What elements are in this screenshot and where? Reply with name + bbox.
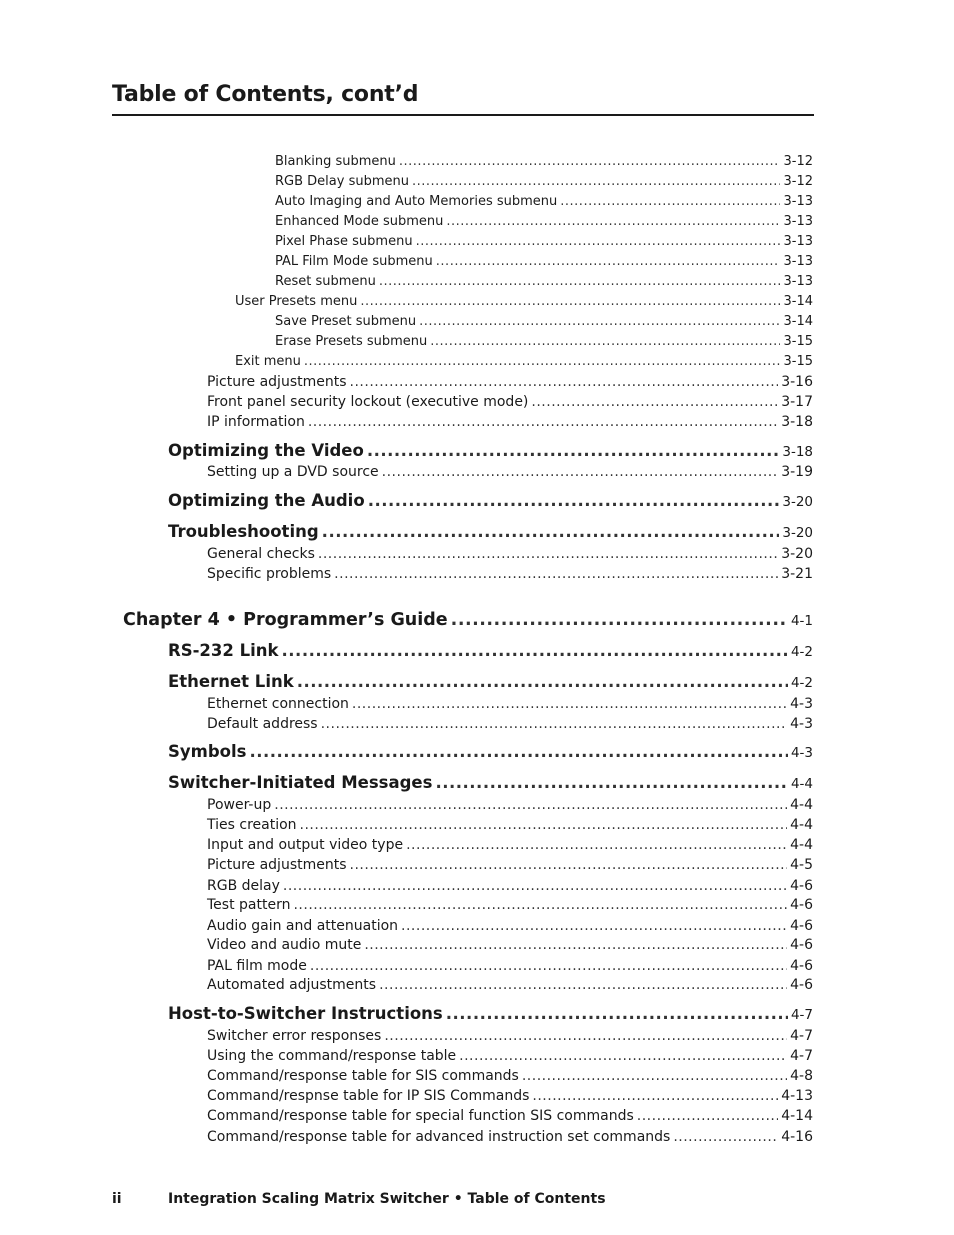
toc-entry[interactable] bbox=[207, 1129, 813, 1145]
dot-leader bbox=[249, 742, 787, 761]
toc-entry-title: Command/response table for special function SIS commands bbox=[207, 1108, 634, 1124]
toc-entry[interactable] bbox=[207, 878, 813, 894]
toc-entry-title: RGB delay bbox=[207, 878, 280, 894]
toc-entry-page: 3-13 bbox=[783, 254, 813, 269]
toc-entry[interactable] bbox=[207, 716, 813, 732]
toc-entry-page: 3-21 bbox=[781, 566, 813, 582]
toc-entry-page: 3-18 bbox=[782, 444, 813, 460]
toc-entry-page: 4-6 bbox=[790, 958, 813, 974]
toc-entry-title: IP information bbox=[207, 414, 305, 430]
toc-entry-page: 4-1 bbox=[790, 613, 813, 629]
toc-entry-title: PAL film mode bbox=[207, 958, 307, 974]
dot-leader bbox=[531, 394, 778, 410]
toc-entry-title: Pixel Phase submenu bbox=[275, 234, 413, 249]
toc-entry-page: 3-17 bbox=[781, 394, 813, 410]
toc-entry[interactable] bbox=[275, 194, 813, 209]
toc-entry-page: 3-20 bbox=[781, 546, 813, 562]
dot-leader bbox=[379, 274, 781, 289]
dot-leader bbox=[352, 696, 787, 712]
toc-entry-page: 3-15 bbox=[783, 354, 813, 369]
toc-entry-page: 4-8 bbox=[790, 1068, 813, 1084]
dot-leader bbox=[300, 817, 788, 833]
toc-entry[interactable] bbox=[207, 897, 813, 913]
dot-leader bbox=[308, 414, 778, 430]
dot-leader bbox=[419, 314, 780, 329]
toc-entry-title: Command/respnse table for IP SIS Commands bbox=[207, 1088, 530, 1104]
dot-leader bbox=[416, 234, 781, 249]
dot-leader bbox=[293, 897, 787, 913]
toc-entry[interactable] bbox=[275, 174, 813, 189]
toc-entry-title: Specific problems bbox=[207, 566, 332, 582]
toc-entry[interactable] bbox=[168, 742, 813, 761]
toc-entry-page: 4-16 bbox=[781, 1129, 813, 1145]
dot-leader bbox=[360, 294, 780, 309]
toc-entry-page: 4-7 bbox=[790, 1048, 813, 1064]
dot-leader bbox=[399, 154, 781, 169]
toc-entry[interactable] bbox=[168, 522, 813, 541]
dot-leader bbox=[412, 174, 781, 189]
dot-leader bbox=[673, 1129, 778, 1145]
toc-entry[interactable] bbox=[207, 857, 813, 873]
toc-entry-page: 3-12 bbox=[783, 174, 813, 189]
toc-entry-title: Auto Imaging and Auto Memories submenu bbox=[275, 194, 558, 209]
toc-entry-page: 4-4 bbox=[790, 797, 813, 813]
toc-entry-title: PAL Film Mode submenu bbox=[275, 254, 433, 269]
toc-entry[interactable] bbox=[168, 641, 813, 660]
page-title: Table of Contents, cont’d bbox=[112, 82, 419, 107]
toc-entry[interactable] bbox=[168, 441, 813, 460]
toc-entry[interactable] bbox=[207, 414, 813, 430]
toc-entry-page: 3-18 bbox=[781, 414, 813, 430]
toc-entry-page: 4-3 bbox=[790, 745, 813, 761]
toc-entry-page: 3-20 bbox=[782, 525, 813, 541]
toc-entry[interactable] bbox=[207, 797, 813, 813]
toc-entry-page: 3-16 bbox=[781, 374, 813, 390]
toc-entry-title: Using the command/response table bbox=[207, 1048, 457, 1064]
toc-entry-title: Symbols bbox=[168, 742, 247, 761]
toc-entry-page: 3-13 bbox=[783, 214, 813, 229]
dot-leader bbox=[446, 1004, 788, 1023]
toc-entry-page: 4-4 bbox=[790, 817, 813, 833]
toc-entry-title: Setting up a DVD source bbox=[207, 464, 379, 480]
toc-entry-page: 3-13 bbox=[783, 234, 813, 249]
toc-entry-title: Command/response table for SIS commands bbox=[207, 1068, 519, 1084]
dot-leader bbox=[322, 522, 780, 541]
toc-entry-title: Power-up bbox=[207, 797, 272, 813]
toc-entry[interactable] bbox=[275, 154, 813, 169]
toc-entry-page: 3-15 bbox=[783, 334, 813, 349]
dot-leader bbox=[364, 937, 787, 953]
dot-leader bbox=[282, 641, 788, 660]
toc-entry-page: 4-3 bbox=[790, 696, 813, 712]
toc-entry-title: Blanking submenu bbox=[275, 154, 396, 169]
dot-leader bbox=[401, 918, 787, 934]
toc-entry-title: Reset submenu bbox=[275, 274, 376, 289]
toc-entry-page: 4-5 bbox=[790, 857, 813, 873]
toc-entry-title: User Presets menu bbox=[235, 294, 358, 309]
toc-entry-page: 3-13 bbox=[783, 274, 813, 289]
toc-entry-page: 4-7 bbox=[790, 1007, 813, 1023]
toc-entry[interactable] bbox=[207, 1028, 813, 1044]
footer-page-number: ii bbox=[112, 1191, 122, 1207]
toc-entry-page: 3-14 bbox=[783, 294, 813, 309]
toc-entry-page: 4-7 bbox=[790, 1028, 813, 1044]
toc-entry-page: 4-13 bbox=[781, 1088, 813, 1104]
toc-entry-page: 4-4 bbox=[790, 837, 813, 853]
toc-entry-title: Enhanced Mode submenu bbox=[275, 214, 444, 229]
toc-entry-page: 4-2 bbox=[790, 675, 813, 691]
toc-entry[interactable] bbox=[207, 918, 813, 934]
toc-entry[interactable] bbox=[207, 817, 813, 833]
dot-leader bbox=[435, 773, 788, 792]
toc-entry[interactable] bbox=[207, 977, 813, 993]
dot-leader bbox=[430, 334, 780, 349]
toc-entry-title: Switcher error responses bbox=[207, 1028, 382, 1044]
footer-doc-title: Integration Scaling Matrix Switcher • Table of Contents bbox=[168, 1191, 606, 1207]
toc-entry[interactable] bbox=[275, 234, 813, 249]
toc-entry-title: Picture adjustments bbox=[207, 374, 347, 390]
dot-leader bbox=[382, 464, 779, 480]
toc-entry-title: Troubleshooting bbox=[168, 522, 319, 541]
toc-entry-title: Optimizing the Audio bbox=[168, 491, 365, 510]
toc-entry-title: Test pattern bbox=[207, 897, 291, 913]
dot-leader bbox=[379, 977, 787, 993]
dot-leader bbox=[310, 958, 787, 974]
dot-leader bbox=[459, 1048, 787, 1064]
toc-entry-title: Audio gain and attenuation bbox=[207, 918, 399, 934]
dot-leader bbox=[637, 1108, 778, 1124]
toc-entry[interactable] bbox=[235, 294, 813, 309]
toc-entry-page: 4-6 bbox=[790, 918, 813, 934]
toc-entry[interactable] bbox=[235, 354, 813, 369]
toc-entry[interactable] bbox=[207, 1088, 813, 1104]
toc-entry[interactable] bbox=[207, 937, 813, 953]
dot-leader bbox=[532, 1088, 778, 1104]
toc-entry[interactable] bbox=[123, 610, 813, 630]
toc-entry-page: 3-19 bbox=[781, 464, 813, 480]
dot-leader bbox=[446, 214, 780, 229]
toc-entry[interactable] bbox=[207, 696, 813, 712]
toc-entry-title: Default address bbox=[207, 716, 318, 732]
toc-entry-title: Input and output video type bbox=[207, 837, 404, 853]
toc-entry[interactable] bbox=[168, 773, 813, 792]
toc-entry[interactable] bbox=[275, 334, 813, 349]
toc-entry-title: Picture adjustments bbox=[207, 857, 347, 873]
dot-leader bbox=[297, 672, 788, 691]
toc-entry-title: Command/response table for advanced instruction set commands bbox=[207, 1129, 671, 1145]
toc-entry[interactable] bbox=[275, 214, 813, 229]
toc-entry[interactable] bbox=[207, 1048, 813, 1064]
toc-entry-title: General checks bbox=[207, 546, 315, 562]
dot-leader bbox=[283, 878, 787, 894]
toc-entry-title: Optimizing the Video bbox=[168, 441, 364, 460]
toc-entry-title: Video and audio mute bbox=[207, 937, 362, 953]
toc-entry-page: 4-2 bbox=[790, 644, 813, 660]
toc-entry-page: 3-13 bbox=[783, 194, 813, 209]
dot-leader bbox=[318, 546, 778, 562]
toc-entry-title: Ethernet connection bbox=[207, 696, 349, 712]
toc-entry-title: Save Preset submenu bbox=[275, 314, 417, 329]
toc-entry-title: Erase Presets submenu bbox=[275, 334, 428, 349]
toc-entry-page: 3-14 bbox=[783, 314, 813, 329]
toc-entry-page: 4-6 bbox=[790, 878, 813, 894]
toc-entry[interactable] bbox=[168, 491, 813, 510]
toc-entry[interactable] bbox=[207, 374, 813, 390]
toc-entry-page: 3-20 bbox=[782, 494, 813, 510]
toc-entry[interactable] bbox=[168, 672, 813, 691]
dot-leader bbox=[384, 1028, 787, 1044]
dot-leader bbox=[350, 374, 779, 390]
toc-entry-title: Exit menu bbox=[235, 354, 301, 369]
dot-leader bbox=[274, 797, 787, 813]
toc-entry[interactable] bbox=[275, 314, 813, 329]
toc-entry[interactable] bbox=[207, 837, 813, 853]
toc-entry-title: Host-to-Switcher Instructions bbox=[168, 1004, 443, 1023]
dot-leader bbox=[406, 837, 787, 853]
toc-entry[interactable] bbox=[207, 958, 813, 974]
dot-leader bbox=[451, 610, 788, 630]
dot-leader bbox=[321, 716, 788, 732]
toc-entry-page: 4-14 bbox=[781, 1108, 813, 1124]
toc-entry-title: Automated adjustments bbox=[207, 977, 377, 993]
toc-entry[interactable] bbox=[168, 1004, 813, 1023]
toc-entry-title: Switcher-Initiated Messages bbox=[168, 773, 433, 792]
toc-entry-page: 4-3 bbox=[790, 716, 813, 732]
toc-entry-title: Ties creation bbox=[207, 817, 297, 833]
toc-entry-page: 4-6 bbox=[790, 897, 813, 913]
toc-entry[interactable] bbox=[207, 1068, 813, 1084]
toc-entry[interactable] bbox=[207, 464, 813, 480]
toc-entry-page: 4-6 bbox=[790, 977, 813, 993]
dot-leader bbox=[304, 354, 781, 369]
toc-entry-title: Front panel security lockout (executive mode) bbox=[207, 394, 529, 410]
toc-entry[interactable] bbox=[207, 546, 813, 562]
toc-entry[interactable] bbox=[207, 566, 813, 582]
toc-entry[interactable] bbox=[207, 394, 813, 410]
dot-leader bbox=[560, 194, 780, 209]
dot-leader bbox=[522, 1068, 787, 1084]
toc-entry-page: 4-4 bbox=[790, 776, 813, 792]
toc-entry[interactable] bbox=[207, 1108, 813, 1124]
dot-leader bbox=[368, 491, 780, 510]
dot-leader bbox=[436, 254, 781, 269]
toc-entry[interactable] bbox=[275, 254, 813, 269]
toc-entry-title: Chapter 4 • Programmer’s Guide bbox=[123, 610, 448, 630]
dot-leader bbox=[367, 441, 780, 460]
toc-entry-page: 3-12 bbox=[783, 154, 813, 169]
dot-leader bbox=[350, 857, 788, 873]
toc-entry-title: RS-232 Link bbox=[168, 641, 279, 660]
dot-leader bbox=[334, 566, 778, 582]
toc-entry-title: RGB Delay submenu bbox=[275, 174, 409, 189]
toc-entry[interactable] bbox=[275, 274, 813, 289]
toc-entry-title: Ethernet Link bbox=[168, 672, 294, 691]
toc-entry-page: 4-6 bbox=[790, 937, 813, 953]
